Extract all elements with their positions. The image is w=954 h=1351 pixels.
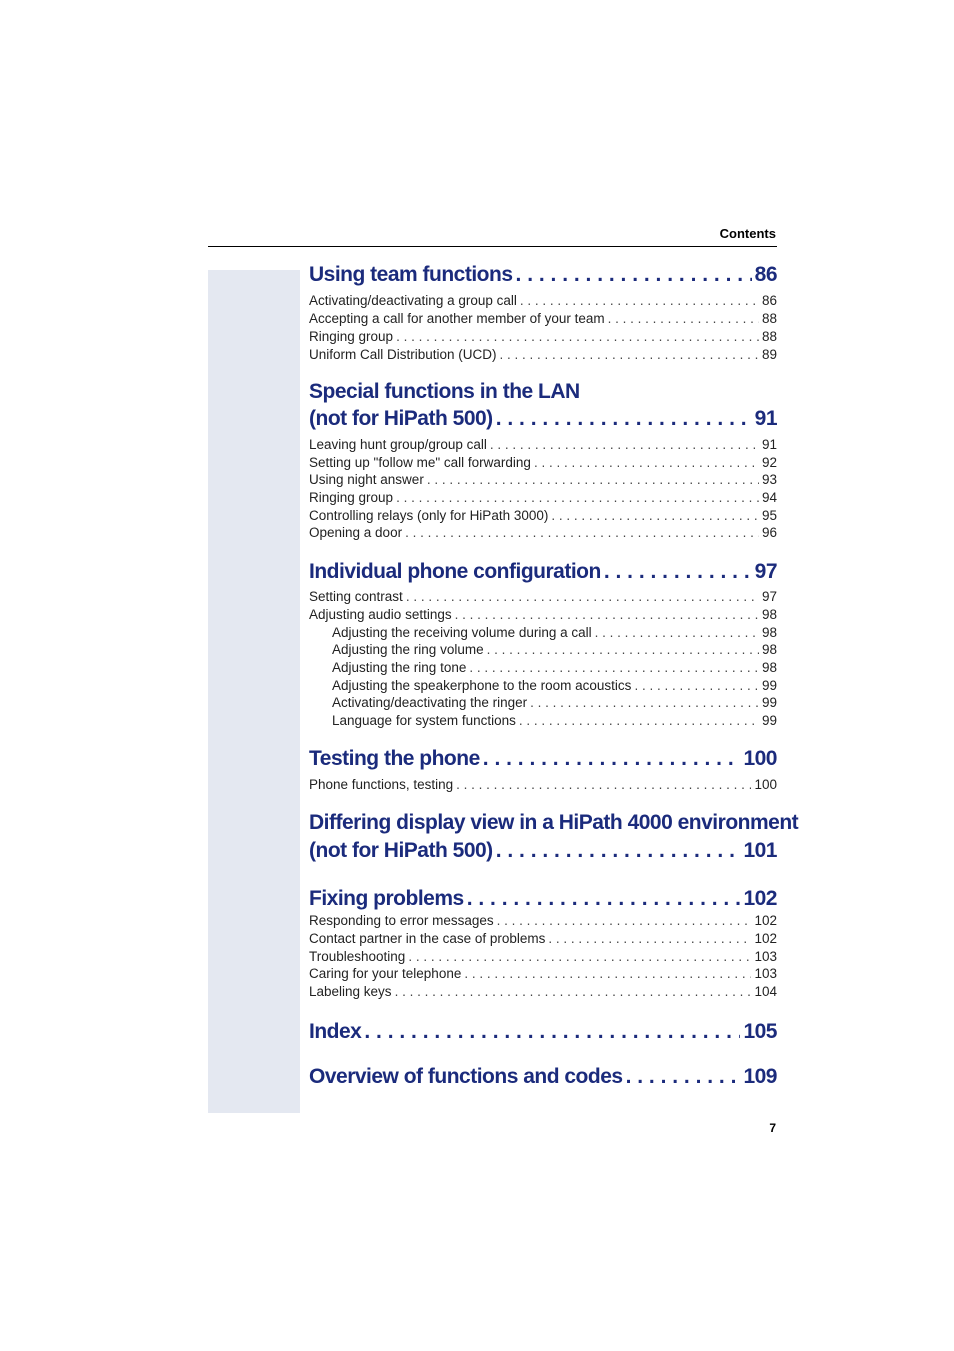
toc-entry[interactable]: Opening a door . . . 96 xyxy=(309,525,777,543)
toc-entry[interactable]: Leaving hunt group/group call . . . 91 xyxy=(309,437,777,455)
toc-entry[interactable]: Adjusting audio settings . . . 98 xyxy=(309,607,777,625)
toc-chapter-config[interactable] xyxy=(309,560,777,584)
toc-entry[interactable]: Activating/deactivating a group call . . . 86 xyxy=(309,293,777,311)
toc-entry[interactable]: Labeling keys . . . 104 xyxy=(309,984,777,1002)
chapter-title: Individual phone configuration xyxy=(309,560,601,583)
toc-entry[interactable]: Responding to error messages . . . 102 xyxy=(309,913,777,931)
toc-sub-entry[interactable]: Adjusting the ring volume . . . 98 xyxy=(332,642,777,660)
header-rule xyxy=(208,246,777,247)
chapter-page: 109 xyxy=(743,1065,777,1088)
toc-entry[interactable]: Phone functions, testing . . . 100 xyxy=(309,777,777,795)
toc-sub-entry[interactable]: Adjusting the ring tone . . . 98 xyxy=(332,660,777,678)
toc-entry[interactable]: Caring for your telephone . . . 103 xyxy=(309,966,777,984)
toc-entry[interactable]: Setting up "follow me" call forwarding . . . 92 xyxy=(309,455,777,473)
toc-chapter-display[interactable] xyxy=(309,839,777,863)
toc-sub-entry[interactable]: Activating/deactivating the ringer . . . 99 xyxy=(332,695,777,713)
toc-entry[interactable]: Ringing group . . . 94 xyxy=(309,490,777,508)
chapter-page: 102 xyxy=(743,887,777,910)
chapter-title: Index xyxy=(309,1020,362,1043)
toc-chapter-index[interactable] xyxy=(309,1020,777,1044)
chapter-title: Fixing problems xyxy=(309,887,464,910)
header-title: Contents xyxy=(719,226,776,241)
toc-chapter-overview[interactable] xyxy=(309,1065,777,1089)
toc-chapter-testing[interactable] xyxy=(309,747,777,771)
toc-chapter-team[interactable] xyxy=(309,263,777,287)
toc-entry[interactable]: Setting contrast . . . 97 xyxy=(309,589,777,607)
toc-entry[interactable]: Using night answer . . . 93 xyxy=(309,472,777,490)
chapter-title: Overview of functions and codes xyxy=(309,1065,623,1088)
toc-sub-entry[interactable]: Adjusting the speakerphone to the room acoustics . . . 99 xyxy=(332,678,777,696)
toc-chapter-lan[interactable] xyxy=(309,407,777,431)
toc-chapter-problems[interactable] xyxy=(309,887,777,911)
chapter-title: Using team functions xyxy=(309,263,513,286)
chapter-title: Testing the phone xyxy=(309,747,480,770)
toc-entry[interactable]: Accepting a call for another member of your team . . . 88 xyxy=(309,311,777,329)
toc-entry[interactable]: Controlling relays (only for HiPath 3000) . . . 95 xyxy=(309,508,777,526)
chapter-title-line1[interactable]: Special functions in the LAN xyxy=(309,380,580,403)
chapter-page: 97 xyxy=(754,560,777,583)
chapter-title: (not for HiPath 500) xyxy=(309,407,493,430)
chapter-title-line1[interactable]: Differing display view in a HiPath 4000 environment xyxy=(309,811,799,834)
chapter-page: 101 xyxy=(743,839,777,862)
toc-entry[interactable]: Contact partner in the case of problems . . . 102 xyxy=(309,931,777,949)
chapter-page: 105 xyxy=(743,1020,777,1043)
chapter-page: 100 xyxy=(743,747,777,770)
toc-entry[interactable]: Uniform Call Distribution (UCD) . . . 89 xyxy=(309,347,777,365)
toc-entry[interactable]: Troubleshooting . . . 103 xyxy=(309,949,777,967)
toc-entry[interactable]: Ringing group . . . 88 xyxy=(309,329,777,347)
side-band xyxy=(208,270,300,1113)
chapter-title: (not for HiPath 500) xyxy=(309,839,493,862)
page-number: 7 xyxy=(769,1121,776,1135)
chapter-page: 86 xyxy=(754,263,777,286)
toc-sub-entry[interactable]: Adjusting the receiving volume during a call . . . 98 xyxy=(332,625,777,643)
toc-sub-entry[interactable]: Language for system functions . . . 99 xyxy=(332,713,777,731)
chapter-page: 91 xyxy=(754,407,777,430)
